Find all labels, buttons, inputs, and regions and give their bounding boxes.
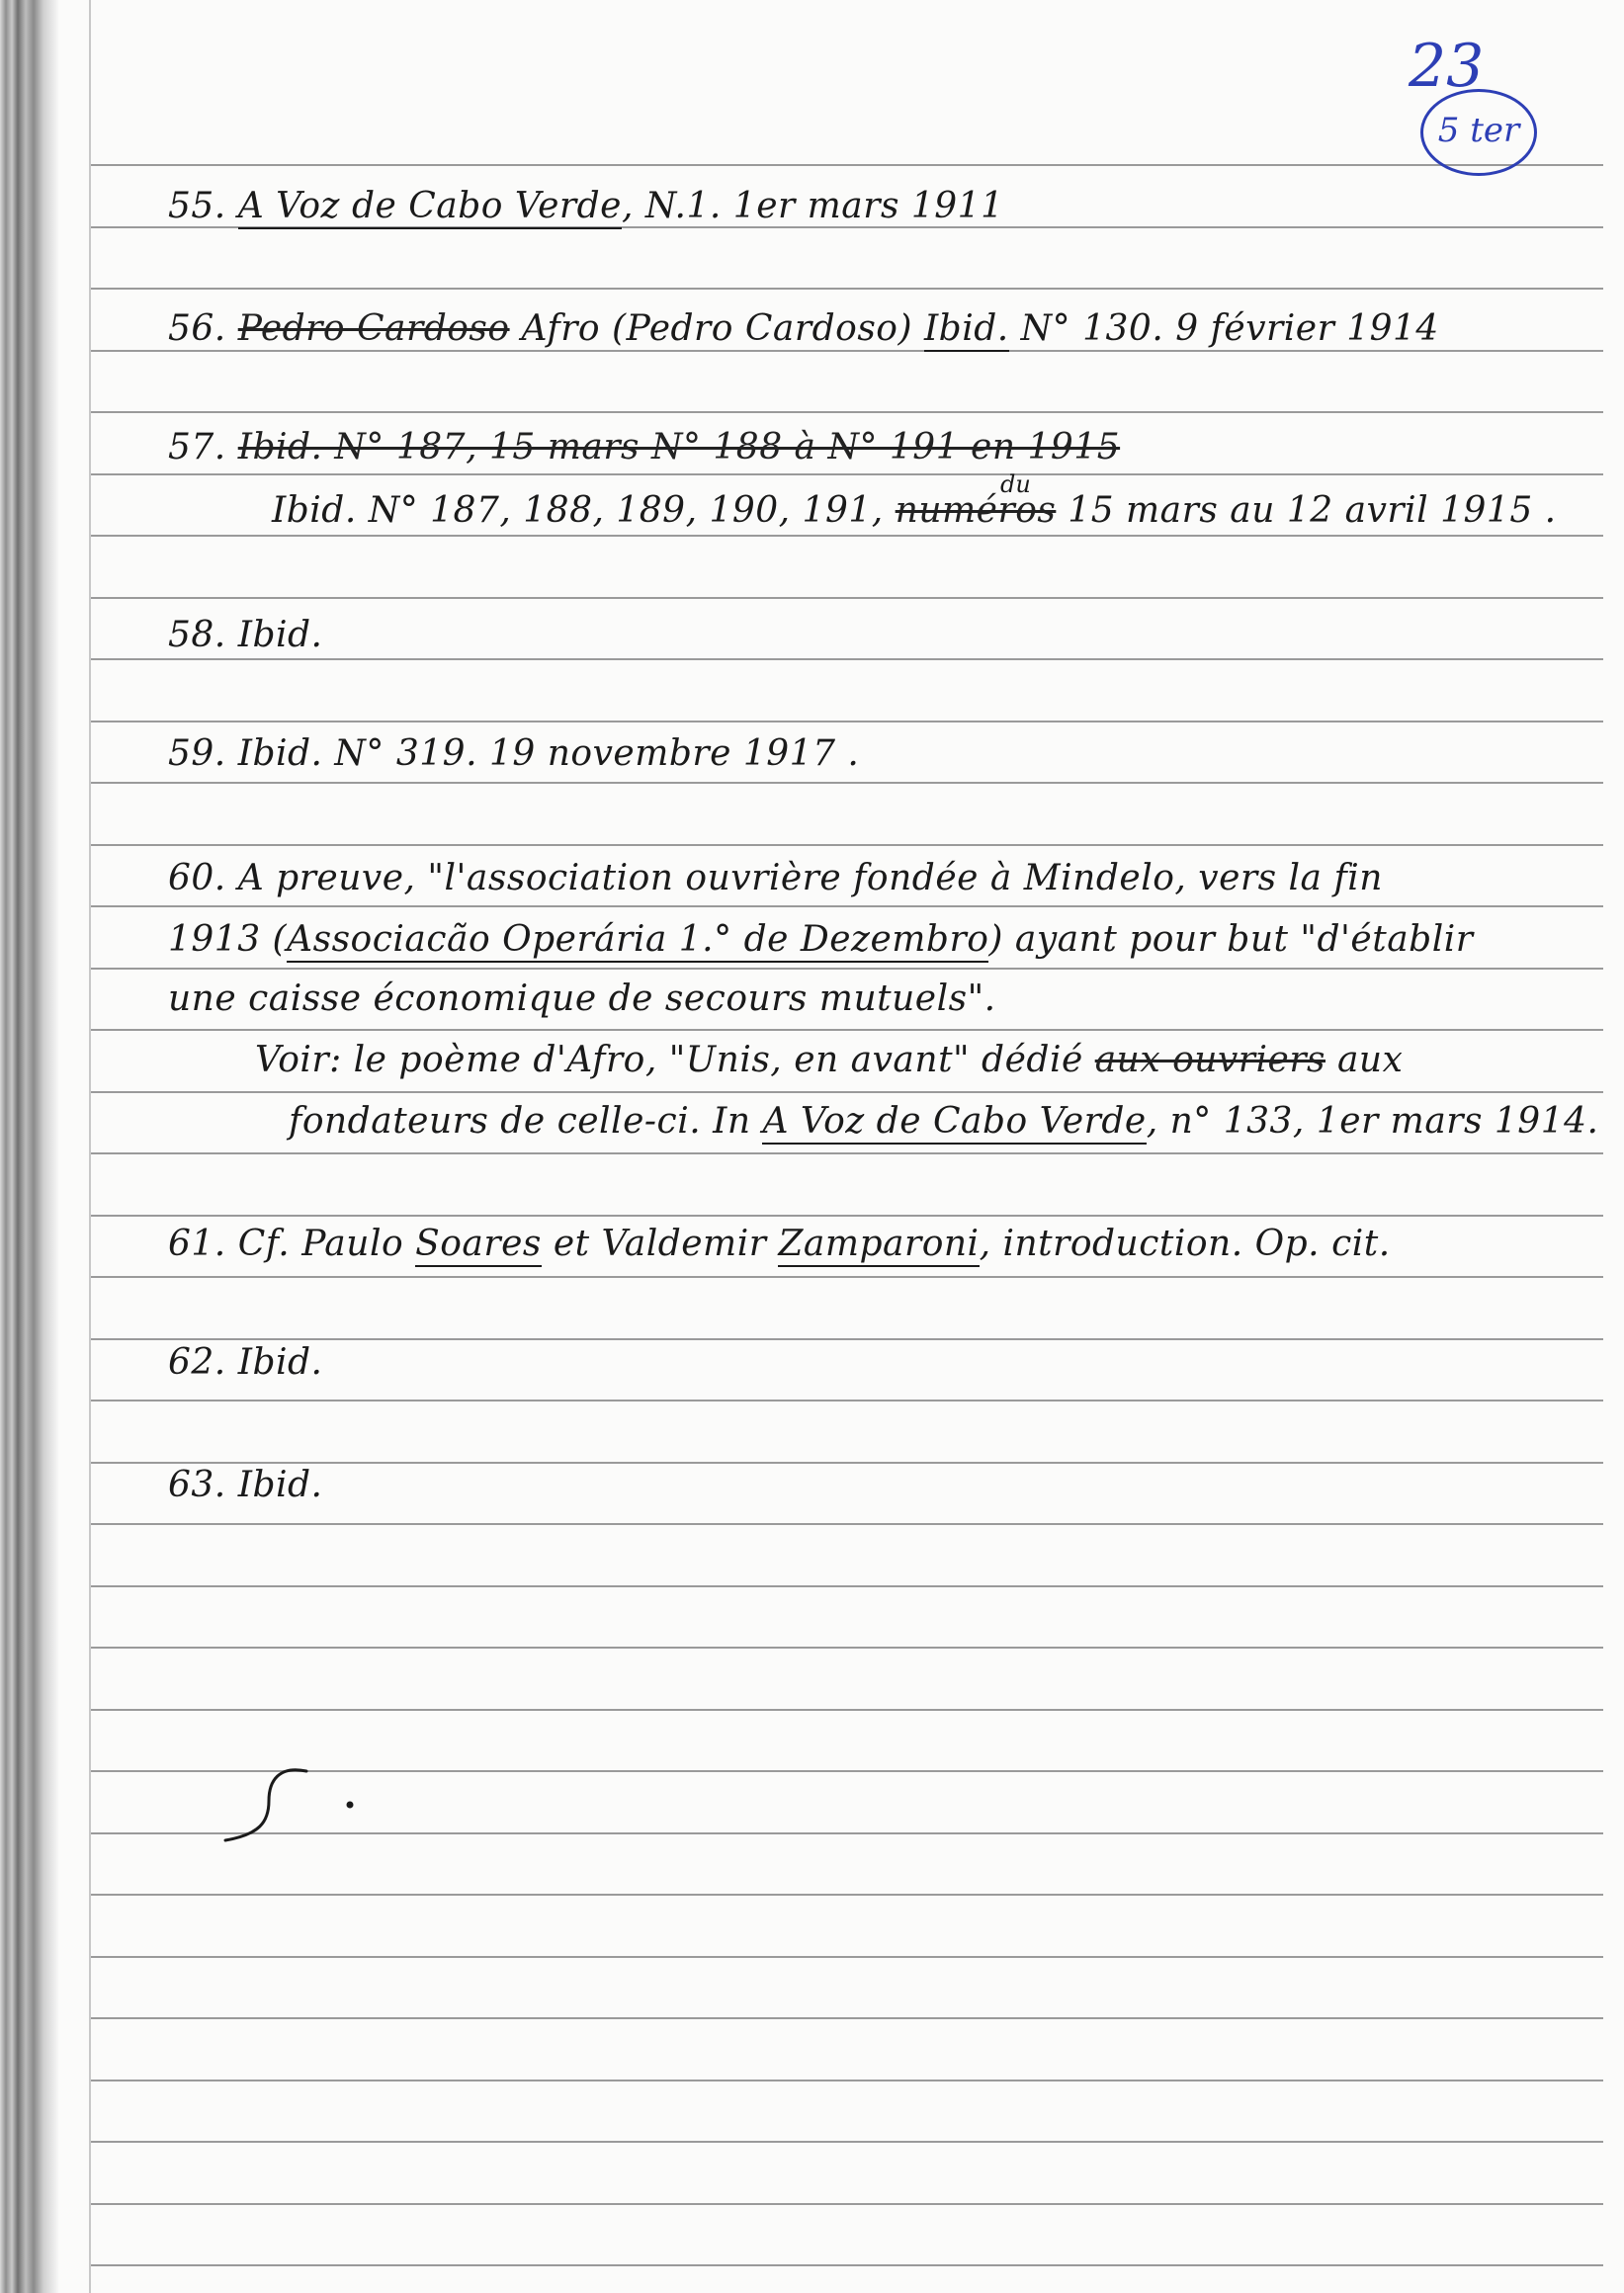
note-number: 56.: [168, 308, 226, 349]
ruled-line: [91, 1152, 1603, 1154]
ruled-line: [91, 2264, 1603, 2266]
ruled-line: [91, 473, 1603, 475]
ruled-line: [91, 1523, 1603, 1525]
ruled-line: [91, 350, 1603, 352]
note-text: ) ayant pour but "d'établir: [988, 919, 1474, 960]
note-text: et Valdemir: [541, 1224, 779, 1264]
note-text: , n° 133, 1er mars 1914.: [1146, 1101, 1599, 1142]
page-number-sub-label: 5 ter: [1420, 89, 1537, 176]
note-text: Ibid. N° 319. 19 novembre 1917 .: [237, 733, 860, 774]
note-text: une caisse économique de secours mutuels".: [168, 978, 996, 1019]
ruled-line: [91, 844, 1603, 846]
closing-mark-glyph: [219, 1761, 378, 1850]
note-57-insertion: du: [1000, 470, 1031, 498]
note-number: 63.: [168, 1465, 226, 1505]
note-text: Ibid. N° 187, 188, 189, 190, 191,: [272, 490, 884, 531]
note-text-struck: Ibid. N° 187, 15 mars N° 188 à N° 191 en 1915: [237, 427, 1121, 467]
note-number: 62.: [168, 1342, 226, 1383]
closing-mark: [219, 1761, 378, 1855]
note-number: 59.: [168, 733, 226, 774]
note-text: Afro (Pedro Cardoso): [509, 308, 924, 349]
note-57-continuation: [272, 490, 1557, 531]
note-text: 15 mars au 12 avril 1915 .: [1068, 490, 1557, 531]
note-text-soares: Soares: [415, 1224, 542, 1267]
note-text-association: Associacão Operária 1.° de Dezembro: [287, 919, 988, 963]
ruled-line: [91, 1400, 1603, 1401]
ruled-line: [91, 597, 1603, 599]
ruled-line: [91, 968, 1603, 970]
ruled-line: [91, 782, 1603, 784]
note-text-title: A Voz de Cabo Verde: [762, 1101, 1146, 1145]
note-58: [168, 615, 323, 655]
note-text: , introduction. Op. cit.: [979, 1224, 1391, 1264]
note-text-struck: Pedro Cardoso: [237, 308, 510, 349]
ruled-line: [91, 1709, 1603, 1711]
note-number: 57.: [168, 427, 226, 467]
note-text: A preuve, "l'association ouvrière fondée à Mindelo, vers la fin: [237, 858, 1383, 898]
ruled-line: [91, 1585, 1603, 1587]
note-text: Ibid.: [237, 1342, 323, 1383]
ruled-line: [91, 1091, 1603, 1093]
note-number: 61.: [168, 1224, 226, 1264]
ruled-line: [91, 658, 1603, 660]
note-60-line-2: [168, 919, 1473, 960]
ruled-line: [91, 1894, 1603, 1896]
note-text: aux: [1325, 1040, 1404, 1080]
ruled-line: [91, 905, 1603, 907]
note-text-struck: aux ouvriers: [1094, 1040, 1326, 1080]
ruled-line: [91, 288, 1603, 290]
note-text: N° 130. 9 février 1914: [1008, 308, 1439, 349]
note-text-title: A Voz de Cabo Verde: [238, 186, 622, 229]
ruled-line: [91, 2017, 1603, 2019]
note-55: [168, 186, 1004, 226]
note-number: 55.: [168, 186, 226, 226]
ruled-line: [91, 1276, 1603, 1278]
ruled-line: [91, 1647, 1603, 1649]
note-62: [168, 1342, 323, 1383]
note-text-ibid: Ibid.: [924, 308, 1009, 352]
note-text: 1913 (: [168, 919, 288, 960]
note-56: [168, 308, 1439, 349]
note-text: Voir: le poème d'Afro, "Unis, en avant" dédié: [255, 1040, 1095, 1080]
ruled-line: [91, 164, 1603, 166]
note-57: [168, 427, 1120, 467]
note-63: [168, 1465, 323, 1505]
ruled-line: [91, 1338, 1603, 1340]
ruled-line: [91, 2080, 1603, 2081]
note-60: [168, 858, 1383, 898]
binding-shadow: [0, 0, 59, 2293]
ruled-line: [91, 1215, 1603, 1217]
note-59: [168, 733, 859, 774]
ruled-line: [91, 535, 1603, 537]
note-text-struck: numéros: [895, 490, 1057, 531]
note-text: fondateurs de celle-ci. In: [289, 1101, 763, 1142]
ruled-line: [91, 411, 1603, 413]
ruled-line: [91, 721, 1603, 722]
margin-line: [89, 0, 91, 2293]
note-number: 60.: [168, 858, 226, 898]
note-text: Ibid.: [237, 615, 323, 655]
ruled-line: [91, 1029, 1603, 1031]
ruled-line: [91, 2203, 1603, 2205]
note-text: Cf. Paulo: [237, 1224, 416, 1264]
ruled-line: [91, 1956, 1603, 1958]
note-number: 58.: [168, 615, 226, 655]
note-60-line-4: [255, 1040, 1403, 1080]
note-text-zamparoni: Zamparoni: [778, 1224, 979, 1267]
page-number: 23: [1409, 32, 1485, 101]
note-61: [168, 1224, 1391, 1264]
ruled-line: [91, 2141, 1603, 2143]
note-text: , N.1. 1er mars 1911: [621, 186, 1004, 226]
note-60-line-5: [289, 1101, 1598, 1142]
note-text: Ibid.: [237, 1465, 323, 1505]
ruled-line: [91, 1462, 1603, 1464]
note-60-line-3: [168, 978, 996, 1019]
